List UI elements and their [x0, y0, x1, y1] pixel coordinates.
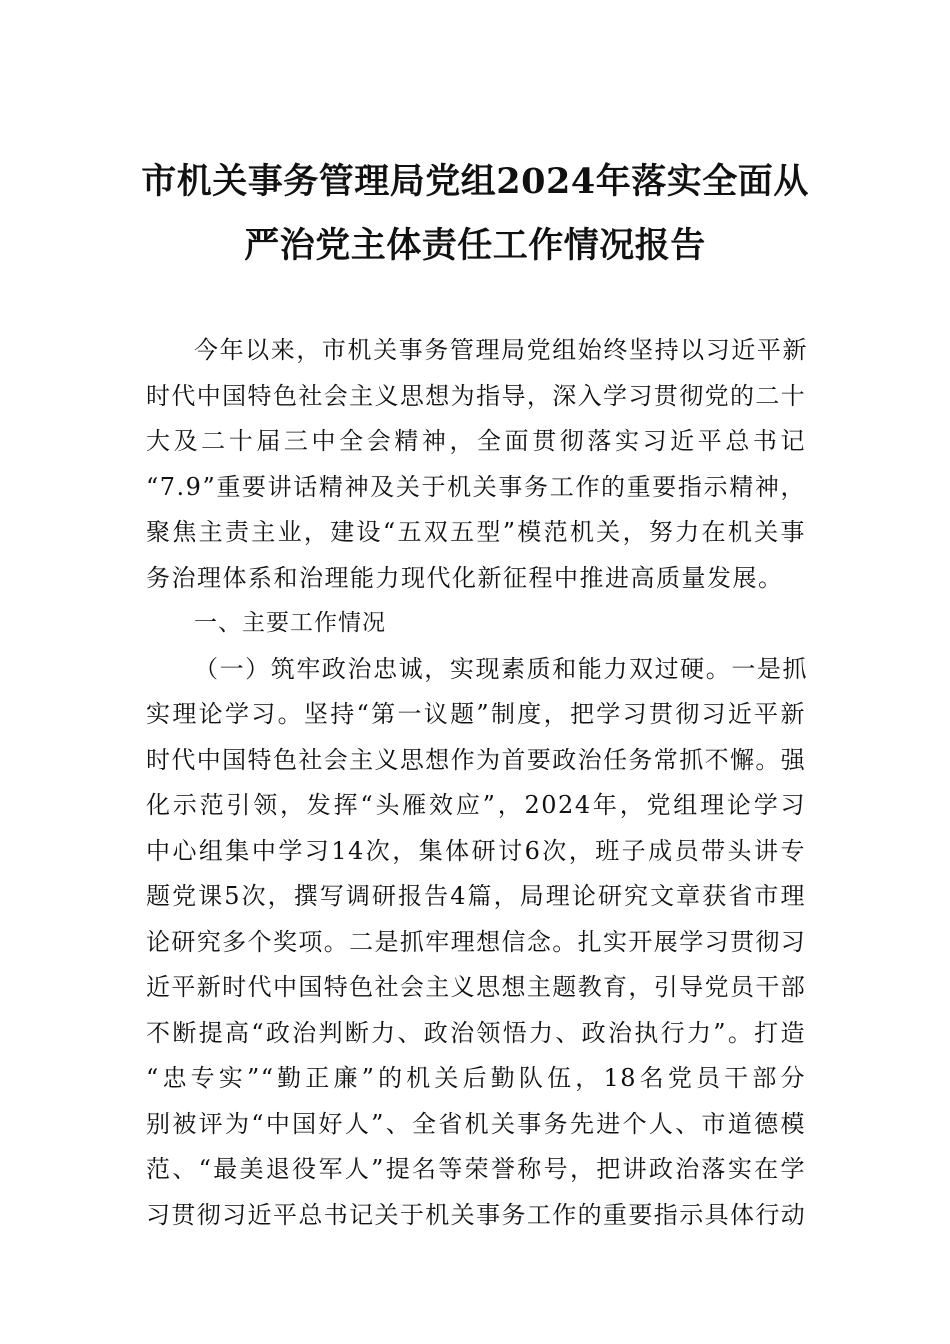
text-line: （一）筑牢政治忠诚，实现素质和能力双过硬。一是抓 — [194, 654, 806, 683]
text-line: 实理论学习。坚持“第一议题”制度，把学习贯彻习近平新 — [146, 700, 806, 728]
text-line: 务治理体系和治理能力现代化新征程中推进高质量发展。 — [146, 563, 784, 592]
text-line: 今年以来，市机关事务管理局党组始终坚持以习近平新 — [194, 336, 806, 364]
text-line: 中心组集中学习14次，集体研讨6次，班子成员带头讲专 — [146, 836, 806, 865]
text-line: 化示范引领，发挥“头雁效应”，2024年，党组理论学习 — [146, 791, 806, 819]
text-line: 大及二十届三中全会精神，全面贯彻落实习近平总书记 — [146, 427, 806, 455]
document-title — [120, 150, 830, 278]
text-line: 论研究多个奖项。二是抓牢理想信念。扎实开展学习贯彻习 — [146, 927, 806, 956]
text-line: 不断提高“政治判断力、政治领悟力、政治执行力”。打造 — [146, 1018, 806, 1047]
text-line: 时代中国特色社会主义思想为指导，深入学习贯彻党的二十 — [146, 381, 806, 410]
text-line: 时代中国特色社会主义思想作为首要政治任务常抓不懈。强 — [146, 745, 806, 774]
text-line: 近平新时代中国特色社会主义思想主题教育，引导党员干部 — [146, 973, 806, 1001]
text-line: 题党课5次，撰写调研报告4篇，局理论研究文章获省市理 — [146, 882, 806, 910]
section-heading: 一、主要工作情况 — [194, 610, 386, 636]
text-line: 聚焦主责主业，建设“五双五型”模范机关，努力在机关事 — [146, 518, 806, 546]
section-1-paragraph — [146, 647, 806, 1239]
text-line: 别被评为“中国好人”、全省机关事务先进个人、市道德模 — [146, 1109, 806, 1138]
title-line-1: 市机关事务管理局党组2024年落实全面从 — [141, 161, 809, 202]
document-body — [146, 328, 806, 1238]
title-line-2: 严治党主体责任工作情况报告 — [244, 225, 706, 266]
text-line: 习贯彻习近平总书记关于机关事务工作的重要指示具体行动 — [146, 1200, 806, 1229]
intro-paragraph — [146, 328, 806, 601]
text-line: “忠专实”“勤正廉”的机关后勤队伍，18名党员干部分 — [146, 1064, 806, 1092]
text-line: 范、“最美退役军人”提名等荣誉称号，把讲政治落实在学 — [146, 1155, 806, 1183]
text-line: “7.9”重要讲话精神及关于机关事务工作的重要指示精神， — [146, 472, 806, 501]
